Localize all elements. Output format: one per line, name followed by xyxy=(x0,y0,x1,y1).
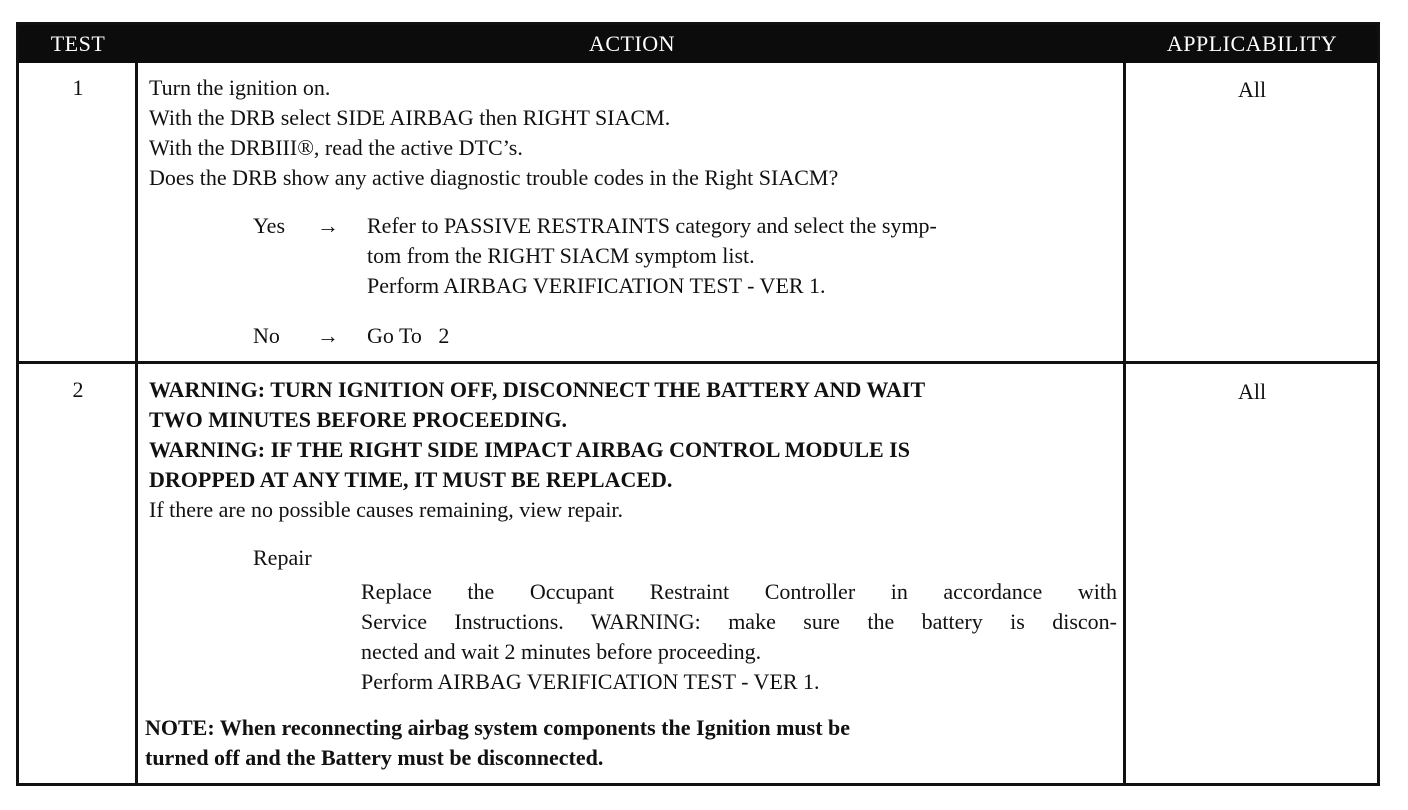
applicability-1: All xyxy=(1237,77,1267,102)
applicability-2: All xyxy=(1237,379,1267,404)
yes-line: Perform AIRBAG VERIFICATION TEST - VER 1. xyxy=(367,273,826,298)
warning-line: WARNING: TURN IGNITION OFF, DISCONNECT THE BATTERY AND WAIT xyxy=(149,377,926,402)
go-to-link[interactable]: Go To 2 xyxy=(367,323,450,348)
test-number-1: 1 xyxy=(72,75,84,100)
column-divider xyxy=(1123,63,1126,786)
no-label: No xyxy=(253,323,280,348)
column-divider xyxy=(135,63,138,786)
header-action: ACTION xyxy=(588,31,676,56)
yes-line: Refer to PASSIVE RESTRAINTS category and select the symp- xyxy=(367,213,937,238)
yes-branch xyxy=(253,211,1123,301)
repair-line: Perform AIRBAG VERIFICATION TEST - VER 1. xyxy=(361,669,820,694)
repair-label[interactable]: Repair xyxy=(253,545,312,570)
table-header xyxy=(19,25,1377,63)
action-line: Turn the ignition on. xyxy=(149,75,331,100)
action-line: With the DRB select SIDE AIRBAG then RIGHT SIACM. xyxy=(149,105,671,130)
test-2-warnings xyxy=(149,375,1117,525)
yes-text xyxy=(367,211,1117,301)
header-test: TEST xyxy=(50,31,106,56)
warning-line: DROPPED AT ANY TIME, IT MUST BE REPLACED. xyxy=(149,467,673,492)
repair-line: Service Instructions. WARNING: make sure the battery is discon- xyxy=(361,609,1117,634)
arrow-icon: → xyxy=(317,323,339,348)
repair-line: Replace the Occupant Restraint Controller in accordance with xyxy=(361,579,1117,604)
note-line: turned off and the Battery must be disconnected. xyxy=(145,745,604,770)
yes-label: Yes xyxy=(253,213,286,238)
test-1-action xyxy=(149,73,1119,193)
repair-line: nected and wait 2 minutes before proceeding. xyxy=(361,639,762,664)
note-line: NOTE: When reconnecting airbag system components the Ignition must be xyxy=(145,715,851,740)
header-applicability: APPLICABILITY xyxy=(1166,31,1338,56)
warning-line: TWO MINUTES BEFORE PROCEEDING. xyxy=(149,407,568,432)
test-number-2: 2 xyxy=(72,377,84,402)
action-line: With the DRBIII®, read the active DTC’s. xyxy=(149,135,523,160)
row-divider xyxy=(19,361,1377,364)
note xyxy=(145,713,1119,773)
repair-text xyxy=(361,577,1117,697)
action-line: Does the DRB show any active diagnostic trouble codes in the Right SIACM? xyxy=(149,165,839,190)
cause-line: If there are no possible causes remaining, view repair. xyxy=(149,497,624,522)
diagnostic-table xyxy=(16,22,1380,786)
yes-line: tom from the RIGHT SIACM symptom list. xyxy=(367,243,755,268)
no-branch xyxy=(253,321,1123,353)
arrow-icon: → xyxy=(317,213,339,238)
warning-line: WARNING: IF THE RIGHT SIDE IMPACT AIRBAG CONTROL MODULE IS xyxy=(149,437,910,462)
